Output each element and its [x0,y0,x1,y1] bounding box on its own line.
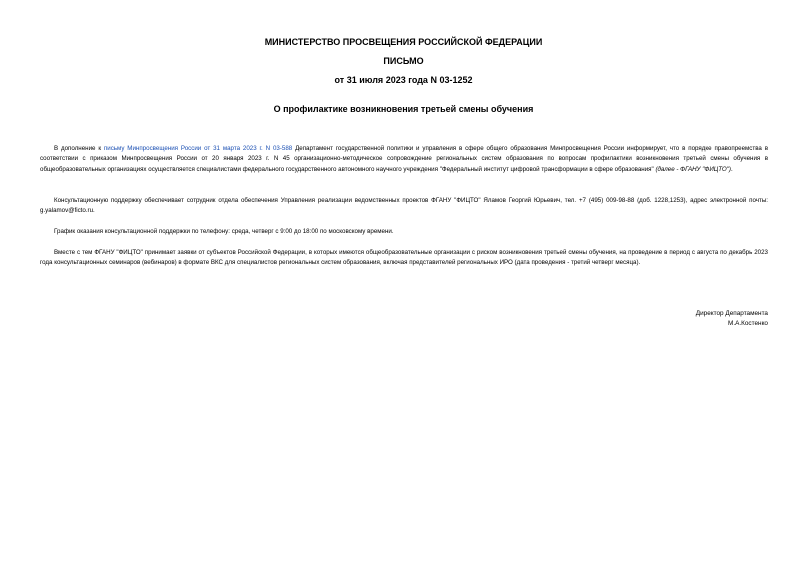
paragraph-webinars: Вместе с тем ФГАНУ "ФИЦТО" принимает заявки от субъектов Российской Федерации, в которых имеются общеобразовательные организации с риском возникновения третьей смены обучения, на проведение в период с августа по декабрь 2023 года консультационных семинаров (вебинаров) в формате ВКС для специалистов региональных систем образования, включая представителей региональных ИРО (дата проведения - третий четверг месяца). [40,249,768,267]
paragraph-intro-main: Департамент государственной политики и управления в сфере общего образования Минпросвещения России информирует, что в порядке правопреемства в соответствии с приказом Минпросвещения России от 20 января 2023 г. N 45 организационно-методическое сопровождение региональных систем образования по вопросам профилактики возникновения третьей смены обучения в общеобразовательных организациях осуществляется специалистами федерального государственного автономного научного учреждения "Федеральный институт цифровой трансформации в сфере образования" [40,145,769,173]
document-date-number: от 31 июля 2023 года N 03-1252 [334,75,473,85]
paragraph-intro-prefix: В дополнение к [54,145,104,152]
paragraph-intro-suffix: . [730,165,733,173]
paragraph-intro-abbr: (далее - ФГАНУ "ФИЦТО") [655,165,731,173]
paragraph-contact: Консультационную поддержку обеспечивает сотрудник отдела обеспечения Управления реализации ведомственных проектов ФГАНУ "ФИЦТО" Яламов Георгий Юрьевич, тел. +7 (495) 009-98-88 (доб. 1228,1253), адрес электронной почты: g.yalamov@ficto.ru. [40,197,768,215]
paragraph-schedule: График оказания консультационной поддержки по телефону: среда, четверг с 9:00 до 18:00 по московскому времени. [54,228,394,235]
ministry-heading: МИНИСТЕРСТВО ПРОСВЕЩЕНИЯ РОССИЙСКОЙ ФЕДЕРАЦИИ [264,37,543,47]
signature-name: М.А.Костенко [728,320,768,327]
signature-title: Директор Департамента [695,310,768,317]
document-type: ПИСЬМО [383,56,424,66]
paragraph-intro [40,144,768,175]
document-subject: О профилактике возникновения третьей смены обучения [273,104,534,114]
reference-letter-link[interactable]: письму Минпросвещения России от 31 марта 2023 г. N 03-588 [103,145,293,152]
